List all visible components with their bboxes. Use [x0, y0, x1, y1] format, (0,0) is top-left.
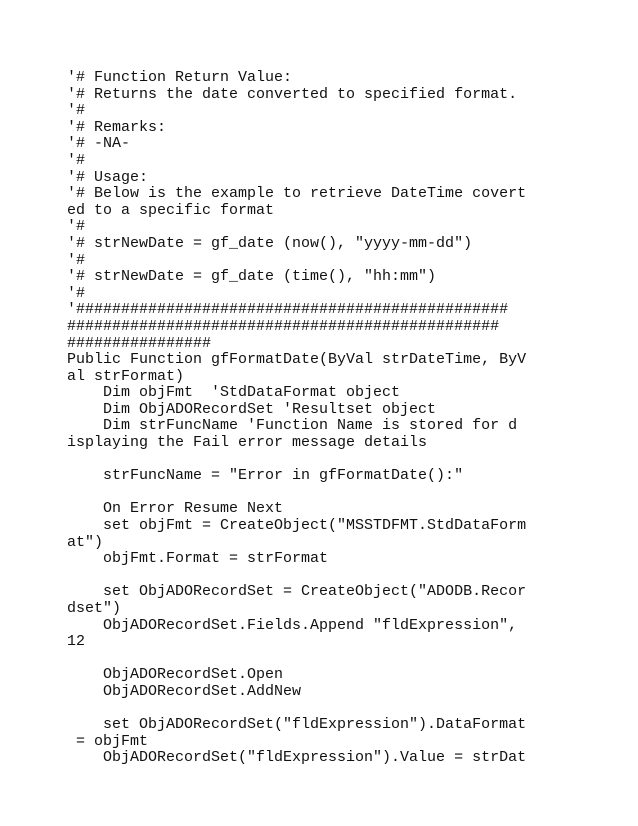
code-line: set objFmt = CreateObject("MSSTDFMT.StdDataForm — [67, 517, 527, 535]
code-line: dset") — [67, 600, 122, 617]
code-line: strFuncName = "Error in gfFormatDate():" — [67, 467, 464, 485]
code-line: set ObjADORecordSet("fldExpression").DataFormat — [67, 716, 527, 734]
code-line: '# Usage: — [67, 168, 149, 186]
code-line: = objFmt — [67, 732, 149, 750]
code-line — [67, 452, 587, 469]
code-line: ################ — [67, 334, 212, 352]
code-line: '# Remarks: — [67, 118, 167, 136]
code-line: at") — [67, 533, 104, 551]
code-line: '# — [67, 251, 86, 269]
code-line: Dim ObjADORecordSet 'Resultset object — [67, 400, 437, 418]
code-line: ObjADORecordSet.Open — [67, 666, 284, 684]
code-line: '# strNewDate = gf_date (time(), "hh:mm") — [67, 268, 437, 286]
code-line: '# Below is the example to retrieve DateTime covert — [67, 185, 527, 203]
code-line: Dim objFmt 'StdDataFormat object — [67, 384, 401, 402]
code-line: '# — [67, 218, 86, 236]
code-line — [67, 568, 587, 585]
code-line: '# — [67, 284, 86, 302]
code-line: '# -NA- — [67, 135, 131, 153]
code-line: ObjADORecordSet.Fields.Append "fldExpression", — [67, 616, 518, 634]
code-line: ed to a specific format — [67, 201, 275, 219]
code-line: '# Returns the date converted to specified format. — [67, 85, 518, 103]
code-line: set ObjADORecordSet = CreateObject("ADODB.Recor — [67, 583, 527, 601]
code-line — [67, 651, 587, 668]
code-line — [67, 485, 587, 502]
code-line: On Error Resume Next — [67, 500, 284, 518]
code-line: '# — [67, 102, 86, 120]
code-listing — [67, 70, 587, 767]
code-line: objFmt.Format = strFormat — [67, 550, 329, 568]
code-line: '# — [67, 151, 86, 169]
code-line: '# strNewDate = gf_date (now(), "yyyy-mm-dd") — [67, 234, 473, 252]
code-line — [67, 701, 587, 718]
code-line: 12 — [67, 633, 86, 651]
code-line: '################################################ — [67, 301, 509, 319]
code-line: Dim strFuncName 'Function Name is stored for d — [67, 417, 518, 435]
code-line: Public Function gfFormatDate(ByVal strDateTime, ByV — [67, 351, 527, 369]
code-line: al strFormat) — [67, 367, 185, 385]
code-line: ObjADORecordSet.AddNew — [67, 682, 302, 700]
code-line: ObjADORecordSet("fldExpression").Value = strDat — [67, 749, 527, 767]
code-line: ################################################ — [67, 317, 500, 335]
code-line: isplaying the Fail error message details — [67, 434, 428, 452]
code-line: '# Function Return Value: — [67, 69, 293, 86]
